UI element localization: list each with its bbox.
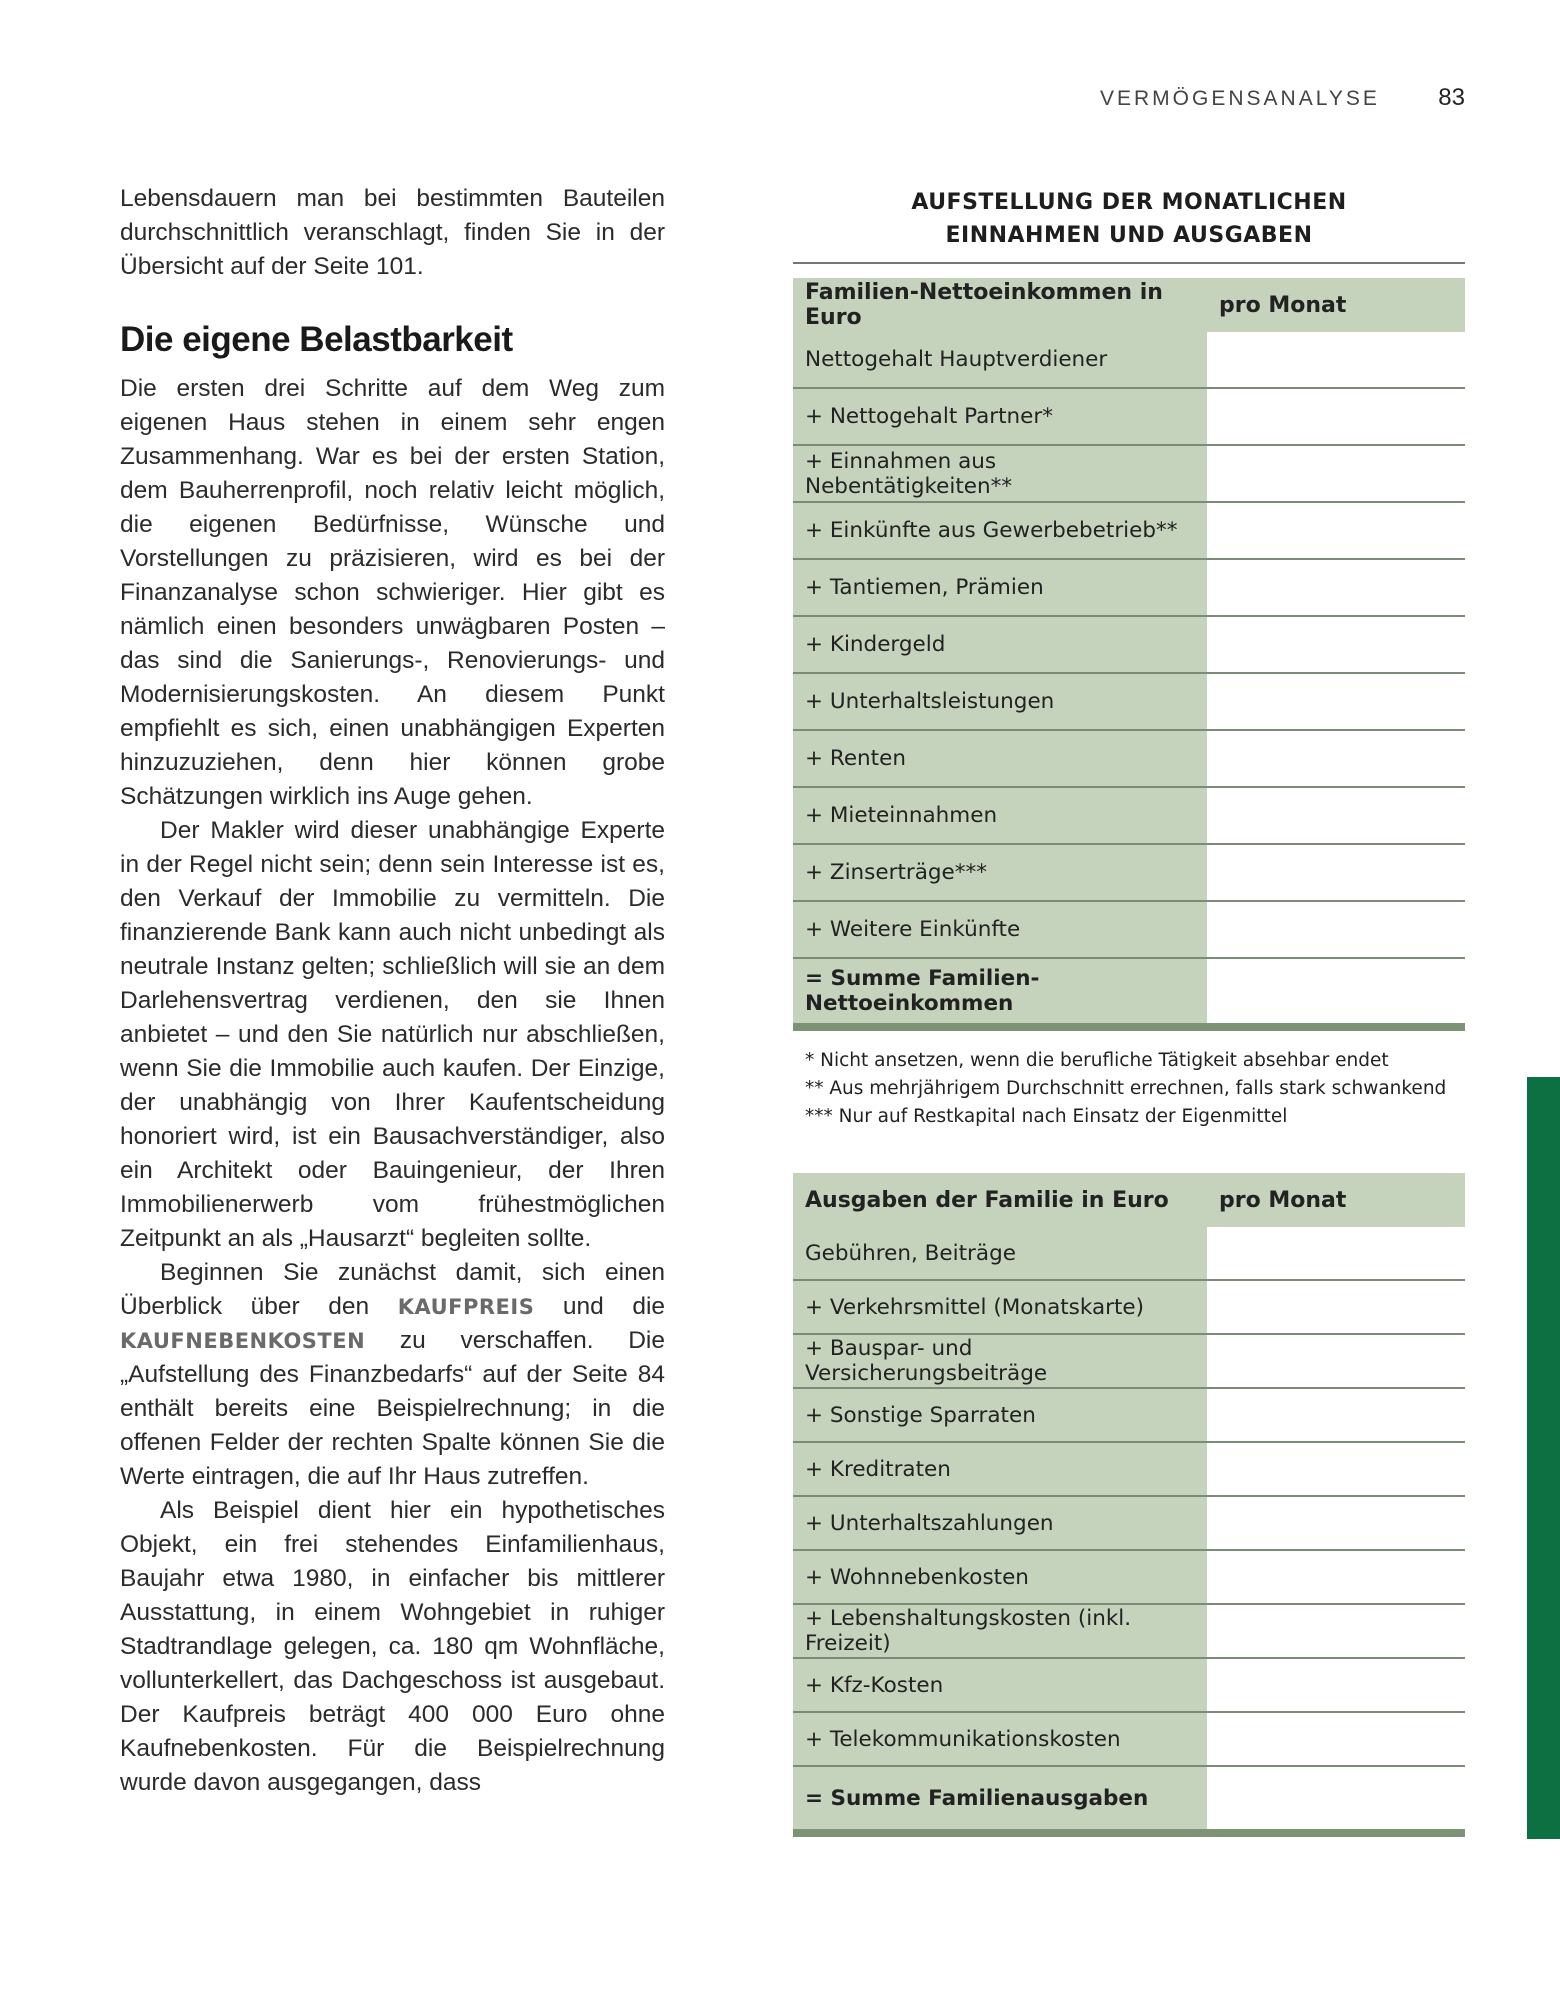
row-label: + Zinserträge***	[793, 844, 1207, 901]
expenses-table-header	[793, 1173, 1465, 1227]
keyword-kaufnebenkosten: KAUFNEBENKOSTEN	[120, 1329, 366, 1353]
row-label: + Einnahmen aus Nebentätigkeiten**	[793, 445, 1207, 502]
amount-field[interactable]	[1207, 502, 1465, 559]
row-label: + Kfz-Kosten	[793, 1658, 1207, 1712]
row-label: Nettogehalt Hauptverdiener	[793, 332, 1207, 388]
row-label: + Nettogehalt Partner*	[793, 388, 1207, 445]
table-caption-line-1: AUFSTELLUNG DER MONATLICHEN	[911, 190, 1347, 215]
table-row	[793, 1442, 1465, 1496]
amount-field[interactable]	[1207, 1712, 1465, 1766]
row-label: + Unterhaltszahlungen	[793, 1496, 1207, 1550]
row-label: + Lebenshaltungskosten (inkl. Freizeit)	[793, 1604, 1207, 1658]
amount-field[interactable]	[1207, 1280, 1465, 1334]
row-label: Gebühren, Beiträge	[793, 1227, 1207, 1280]
row-label: + Mieteinnahmen	[793, 787, 1207, 844]
amount-field[interactable]	[1207, 445, 1465, 502]
income-header-label: Familien-Nettoeinkommen in Euro	[793, 278, 1207, 332]
amount-field[interactable]	[1207, 1442, 1465, 1496]
table-row	[793, 1388, 1465, 1442]
amount-field[interactable]	[1207, 730, 1465, 787]
footnotes	[805, 1047, 1465, 1131]
amount-field[interactable]	[1207, 1227, 1465, 1280]
row-label: + Einkünfte aus Gewerbebetrieb**	[793, 502, 1207, 559]
amount-field[interactable]	[1207, 1550, 1465, 1604]
table-row	[793, 1496, 1465, 1550]
footnote-1: * Nicht ansetzen, wenn die berufliche Tätigkeit absehbar endet	[805, 1050, 1389, 1071]
income-table-header	[793, 278, 1465, 332]
table-row	[793, 730, 1465, 787]
income-header-value: pro Monat	[1207, 278, 1465, 332]
amount-field[interactable]	[1207, 559, 1465, 616]
footnote-2: ** Aus mehrjährigem Durchschnitt errechnen, falls stark schwankend	[805, 1078, 1447, 1099]
row-label: + Kreditraten	[793, 1442, 1207, 1496]
table-row	[793, 616, 1465, 673]
expenses-header-value: pro Monat	[1207, 1173, 1465, 1227]
expenses-sum-row	[793, 1766, 1465, 1833]
paragraph-3-text-b: und die	[534, 1293, 666, 1320]
budget-sidebar	[793, 180, 1465, 1837]
income-table	[793, 278, 1465, 1031]
row-label: + Unterhaltsleistungen	[793, 673, 1207, 730]
expenses-sum-field[interactable]	[1207, 1766, 1465, 1833]
table-row	[793, 1658, 1465, 1712]
expenses-sum-label: = Summe Familienausgaben	[793, 1766, 1207, 1833]
paragraph-4: Als Beispiel dient hier ein hypothetisches Objekt, ein frei stehendes Einfamilienhaus, Baujahr etwa 1980, in einfacher bis mittlerer Ausstattung, in einem Wohngebiet in ruhiger Stadtrandlage gelegen, ca. 180 qm Wohnfläche, vollunterkellert, das Dachgeschoss ist ausgebaut. Der Kaufpreis beträgt 400 000 Euro ohne Kaufnebenkosten. Für die Beispielrechnung wurde davon ausgegangen, dass	[120, 1497, 665, 1796]
footnote-3: *** Nur auf Restkapital nach Einsatz der Eigenmittel	[805, 1106, 1288, 1127]
row-label: + Tantiemen, Prämien	[793, 559, 1207, 616]
amount-field[interactable]	[1207, 1388, 1465, 1442]
body-text-column	[120, 182, 665, 1800]
table-row	[793, 445, 1465, 502]
row-label: + Verkehrsmittel (Monatskarte)	[793, 1280, 1207, 1334]
running-title: VERMÖGENSANALYSE	[1100, 87, 1380, 110]
caption-rule	[793, 262, 1465, 264]
page-number: 83	[1438, 84, 1465, 111]
paragraph-3	[120, 1256, 665, 1494]
amount-field[interactable]	[1207, 787, 1465, 844]
amount-field[interactable]	[1207, 1604, 1465, 1658]
paragraph-3-text-a: Beginnen Sie zunächst damit, sich einen Überblick über den	[120, 1259, 665, 1320]
table-row	[793, 1227, 1465, 1280]
table-row	[793, 787, 1465, 844]
amount-field[interactable]	[1207, 332, 1465, 388]
income-sum-row	[793, 958, 1465, 1027]
table-row	[793, 1604, 1465, 1658]
amount-field[interactable]	[1207, 616, 1465, 673]
amount-field[interactable]	[1207, 388, 1465, 445]
amount-field[interactable]	[1207, 673, 1465, 730]
amount-field[interactable]	[1207, 1334, 1465, 1388]
table-row	[793, 901, 1465, 958]
income-sum-label: = Summe Familien-Nettoeinkommen	[793, 958, 1207, 1027]
table-row	[793, 1334, 1465, 1388]
row-label: + Wohnnebenkosten	[793, 1550, 1207, 1604]
row-label: + Telekommunikationskosten	[793, 1712, 1207, 1766]
row-label: + Weitere Einkünfte	[793, 901, 1207, 958]
row-label: + Renten	[793, 730, 1207, 787]
table-row	[793, 502, 1465, 559]
table-row	[793, 559, 1465, 616]
paragraph-continuation: Lebensdauern man bei bestimmten Bauteilen durchschnittlich veranschlagt, finden Sie in der Übersicht auf der Seite 101.	[120, 185, 665, 280]
running-head	[1100, 84, 1465, 112]
paragraph-2: Der Makler wird dieser unabhängige Experte in der Regel nicht sein; denn sein Interesse ist es, den Verkauf der Immobilie zu vermitteln. Die finanzierende Bank kann auch nicht unbedingt als neutrale Instanz gelten; schließlich will sie an dem Darlehensvertrag verdienen, den sie Ihnen anbietet – und den Sie natürlich nur abschließen, wenn Sie die Immobilie auch kaufen. Der Einzige, der unabhängig von Ihrer Kaufentscheidung honoriert wird, ist ein Bausachverständiger, also ein Architekt oder Bauingenieur, der Ihren Immobilienerwerb vom frühestmöglichen Zeitpunkt an als „Hausarzt“ begleiten sollte.	[120, 817, 665, 1252]
paragraph-3-text-c: zu verschaffen. Die „Aufstellung des Finanzbedarfs“ auf der Seite 84 enthält bereits eine Beispielrechnung; in die offenen Felder der rechten Spalte können Sie die Werte eintragen, die auf Ihr Haus zutreffen.	[120, 1327, 665, 1490]
expenses-table	[793, 1173, 1465, 1837]
row-label: + Bauspar- und Versicherungsbeiträge	[793, 1334, 1207, 1388]
amount-field[interactable]	[1207, 1658, 1465, 1712]
table-caption	[793, 186, 1465, 252]
expenses-header-label: Ausgaben der Familie in Euro	[793, 1173, 1207, 1227]
amount-field[interactable]	[1207, 1496, 1465, 1550]
table-row	[793, 1550, 1465, 1604]
paragraph-1: Die ersten drei Schritte auf dem Weg zum eigenen Haus stehen in einem sehr engen Zusammenhang. War es bei der ersten Station, dem Bauherrenprofil, noch relativ leicht möglich, die eigenen Bedürfnisse, Wünsche und Vorstellungen zu präzisieren, wird es bei der Finanzanalyse schon schwieriger. Hier gibt es nämlich einen besonders unwägbaren Posten – das sind die Sanierungs-, Renovierungs- und Modernisierungskosten. An diesem Punkt empfiehlt es sich, einen unabhängigen Experten hinzuzuziehen, denn hier können grobe Schätzungen wirklich ins Auge gehen.	[120, 375, 665, 810]
row-label: + Sonstige Sparraten	[793, 1388, 1207, 1442]
chapter-tab-marker	[1527, 1077, 1560, 1839]
row-label: + Kindergeld	[793, 616, 1207, 673]
table-row	[793, 673, 1465, 730]
table-row	[793, 844, 1465, 901]
table-row	[793, 388, 1465, 445]
amount-field[interactable]	[1207, 844, 1465, 901]
section-heading: Die eigene Belastbarkeit	[120, 320, 513, 359]
table-caption-line-2: EINNAHMEN UND AUSGABEN	[945, 223, 1313, 248]
income-sum-field[interactable]	[1207, 958, 1465, 1027]
table-row	[793, 332, 1465, 388]
amount-field[interactable]	[1207, 901, 1465, 958]
keyword-kaufpreis: KAUFPREIS	[397, 1295, 535, 1319]
table-row	[793, 1712, 1465, 1766]
table-row	[793, 1280, 1465, 1334]
